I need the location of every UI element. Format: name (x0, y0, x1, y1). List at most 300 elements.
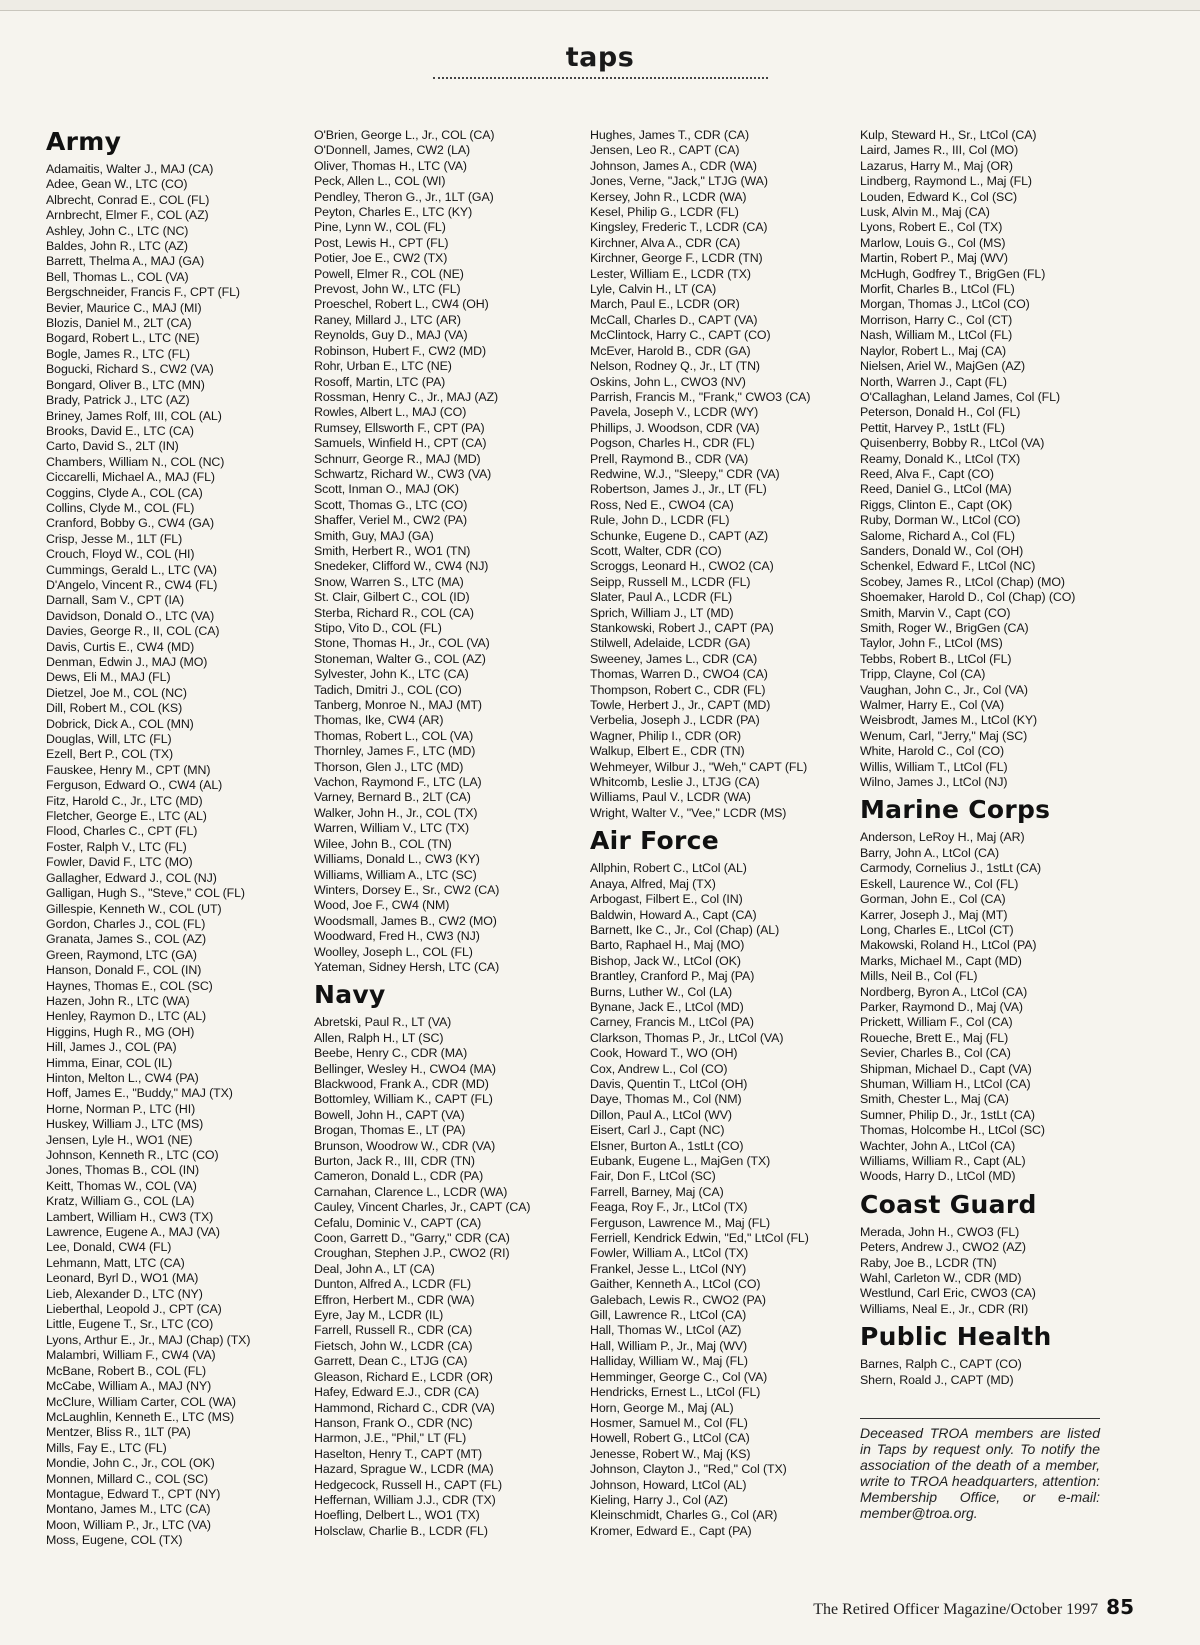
name-entry: Reed, Alva F., Capt (CO) (860, 466, 994, 481)
name-entry: McClure, William Carter, COL (WA) (46, 1394, 236, 1409)
name-entry: Karrer, Joseph J., Maj (MT) (860, 907, 1008, 922)
name-entry: Higgins, Hugh R., MG (OH) (46, 1024, 195, 1039)
name-entry: Hafey, Edward E.J., CDR (CA) (314, 1385, 479, 1400)
name-entry: Lyle, Calvin H., LT (CA) (590, 282, 717, 297)
name-entry: Kratz, William G., COL (LA) (46, 1194, 195, 1209)
name-entry: Johnson, James A., CDR (WA) (590, 158, 757, 173)
name-entry: Gill, Lawrence R., LtCol (CA) (590, 1308, 747, 1323)
name-entry: Towle, Herbert J., Jr., CAPT (MD) (590, 698, 771, 713)
name-entry: Barry, John A., LtCol (CA) (860, 845, 1000, 860)
name-entry: Cefalu, Dominic V., CAPT (CA) (314, 1215, 482, 1230)
name-entry: Thomas, Robert L., COL (VA) (314, 728, 474, 743)
name-entry: Fair, Don F., LtCol (SC) (590, 1169, 716, 1184)
name-entry: Wahl, Carleton W., CDR (MD) (860, 1271, 1022, 1286)
name-entry: Hanson, Donald F., COL (IN) (46, 963, 202, 978)
name-entry: Ferguson, Edward O., CW4 (AL) (46, 778, 223, 793)
name-entry: Schunke, Eugene D., CAPT (AZ) (590, 528, 768, 543)
name-entry: Moon, William P., Jr., LTC (VA) (46, 1517, 211, 1532)
name-entry: Hanson, Frank O., CDR (NC) (314, 1415, 473, 1430)
name-entry: Nash, William M., LtCol (FL) (860, 328, 1013, 343)
name-entry: Long, Charles E., LtCol (CT) (860, 922, 1014, 937)
name-entry: Smith, Chester L., Maj (CA) (860, 1092, 1009, 1107)
name-entry: Lieb, Alexander D., LTC (NY) (46, 1286, 203, 1301)
name-entry: Davies, George R., II, COL (CA) (46, 624, 220, 639)
name-entry: Gallagher, Edward J., COL (NJ) (46, 870, 217, 885)
name-entry: Sevier, Charles B., Col (CA) (860, 1046, 1011, 1061)
name-entry: Ezell, Bert P., COL (TX) (46, 747, 174, 762)
name-entry: Fowler, William A., LtCol (TX) (590, 1246, 749, 1261)
name-list-marine-corps (860, 830, 1150, 1184)
name-entry: Halliday, William W., Maj (FL) (590, 1354, 748, 1369)
name-entry: Albrecht, Conrad E., COL (FL) (46, 192, 210, 207)
name-entry: Heffernan, William J.J., CDR (TX) (314, 1492, 496, 1507)
name-entry: Harmon, J.E., "Phil," LT (FL) (314, 1431, 467, 1446)
name-entry: Barnes, Ralph C., CAPT (CO) (860, 1357, 1022, 1372)
name-entry: McBane, Robert B., COL (FL) (46, 1363, 207, 1378)
name-entry: Dobrick, Dick A., COL (MN) (46, 716, 194, 731)
name-entry: Jenesse, Robert W., Maj (KS) (590, 1446, 751, 1461)
name-entry: Thomas, Holcombe H., LtCol (SC) (860, 1123, 1045, 1138)
name-entry: Ashley, John C., LTC (NC) (46, 223, 189, 238)
name-entry: Bongard, Oliver B., LTC (MN) (46, 377, 205, 392)
name-entry: Eisert, Carl J., Capt (NC) (590, 1123, 725, 1138)
name-entry: Dunton, Alfred A., LCDR (FL) (314, 1277, 471, 1292)
name-entry: Tadich, Dmitri J., COL (CO) (314, 682, 462, 697)
name-entry: Bellinger, Wesley H., CWO4 (MA) (314, 1061, 496, 1076)
name-entry: Croughan, Stephen J.P., CWO2 (RI) (314, 1246, 510, 1261)
name-entry: Prickett, William F., Col (CA) (860, 1015, 1013, 1030)
name-entry: Ferriell, Kendrick Edwin, "Ed," LtCol (FL) (590, 1231, 809, 1246)
name-entry: Cook, Howard T., WO (OH) (590, 1046, 738, 1061)
name-list-army-part-1 (46, 162, 306, 1549)
name-entry: Proeschel, Robert L., CW4 (OH) (314, 297, 489, 312)
name-entry: Barrett, Thelma A., MAJ (GA) (46, 254, 205, 269)
name-list-air-force-part-1 (590, 861, 855, 1539)
name-entry: Williams, William R., Capt (AL) (860, 1154, 1026, 1168)
name-entry: Wilee, John B., COL (TN) (314, 836, 452, 851)
name-entry: Cummings, Gerald L., LTC (VA) (46, 562, 217, 577)
name-entry: Snow, Warren S., LTC (MA) (314, 574, 464, 589)
name-entry: Bowell, John H., CAPT (VA) (314, 1107, 465, 1122)
name-entry: Roueche, Brett E., Maj (FL) (860, 1030, 1009, 1045)
name-entry: Lyons, Robert E., Col (TX) (860, 220, 1003, 235)
name-entry: Robinson, Hubert F., CW2 (MD) (314, 343, 486, 358)
name-entry: Reamy, Donald K., LtCol (TX) (860, 451, 1021, 466)
name-entry: Morfit, Charles B., LtCol (FL) (860, 282, 1015, 297)
name-entry: Nielsen, Ariel W., MajGen (AZ) (860, 359, 1026, 374)
name-entry: Wenum, Carl, "Jerry," Maj (SC) (860, 728, 1028, 743)
name-entry: Marlow, Louis G., Col (MS) (860, 235, 1006, 250)
name-entry: Baldes, John R., LTC (AZ) (46, 239, 188, 254)
name-entry: McLaughlin, Kenneth E., LTC (MS) (46, 1409, 235, 1424)
page-top-rule (0, 0, 1200, 11)
name-entry: Vaughan, John C., Jr., Col (VA) (860, 682, 1028, 697)
name-entry: Mentzer, Bliss R., 1LT (PA) (46, 1425, 191, 1440)
name-entry: Lambert, William H., CW3 (TX) (46, 1209, 214, 1224)
name-entry: Tanberg, Monroe N., MAJ (MT) (314, 698, 482, 713)
name-list-army-part-2 (314, 128, 574, 975)
name-entry: Rossman, Henry C., Jr., MAJ (AZ) (314, 389, 499, 404)
name-entry: Shipman, Michael D., Capt (VA) (860, 1061, 1032, 1076)
name-entry: Shoemaker, Harold D., Col (Chap) (CO) (860, 590, 1076, 605)
name-entry: Burton, Jack R., III, CDR (TN) (314, 1154, 475, 1168)
name-entry: Tripp, Clayne, Col (CA) (860, 667, 986, 682)
name-entry: Brooks, David E., LTC (CA) (46, 423, 194, 438)
name-entry: Parrish, Francis M., "Frank," CWO3 (CA) (590, 389, 811, 404)
name-entry: Pavela, Joseph V., LCDR (WY) (590, 405, 759, 420)
name-entry: Smith, Herbert R., WO1 (TN) (314, 543, 471, 558)
name-entry: Carney, Francis M., LtCol (PA) (590, 1015, 754, 1030)
name-entry: Powell, Elmer R., COL (NE) (314, 266, 464, 281)
name-entry: Hinton, Melton L., CW4 (PA) (46, 1070, 199, 1085)
name-entry: McCall, Charles D., CAPT (VA) (590, 312, 758, 327)
name-entry: Fowler, David F., LTC (MO) (46, 855, 193, 870)
name-entry: Dews, Eli M., MAJ (FL) (46, 670, 171, 685)
name-entry: Shaffer, Veriel M., CW2 (PA) (314, 513, 468, 528)
column-4 (860, 128, 1150, 1521)
name-entry: Phillips, J. Woodson, CDR (VA) (590, 420, 760, 435)
name-entry: Post, Lewis H., CPT (FL) (314, 235, 449, 250)
name-entry: Nordberg, Byron A., LtCol (CA) (860, 984, 1028, 999)
name-entry: Sprich, William J., LT (MD) (590, 605, 734, 620)
name-entry: Holsclaw, Charlie B., LCDR (FL) (314, 1523, 488, 1538)
name-entry: Walmer, Harry E., Col (VA) (860, 698, 1005, 713)
name-entry: Stone, Thomas H., Jr., COL (VA) (314, 636, 490, 651)
name-entry: Rumsey, Ellsworth F., CPT (PA) (314, 420, 485, 435)
name-entry: Hemminger, George C., Col (VA) (590, 1369, 768, 1384)
name-entry: Verbelia, Joseph J., LCDR (PA) (590, 713, 760, 728)
name-entry: Bergschneider, Francis F., CPT (FL) (46, 285, 240, 300)
name-entry: Little, Eugene T., Sr., LTC (CO) (46, 1317, 214, 1332)
name-entry: Abretski, Paul R., LT (VA) (314, 1015, 452, 1030)
name-entry: Stoneman, Walter G., COL (AZ) (314, 651, 486, 666)
name-entry: Cox, Andrew L., Col (CO) (590, 1061, 728, 1076)
name-entry: Hosmer, Samuel M., Col (FL) (590, 1415, 748, 1430)
name-entry: Yateman, Sidney Hersh, LTC (CA) (314, 959, 500, 974)
name-entry: McCabe, William A., MAJ (NY) (46, 1379, 212, 1394)
name-entry: Kulp, Steward H., Sr., LtCol (CA) (860, 128, 1037, 142)
name-entry: Farrell, Russell R., CDR (CA) (314, 1323, 473, 1338)
name-entry: Barto, Raphael H., Maj (MO) (590, 938, 745, 953)
name-entry: Ciccarelli, Michael A., MAJ (FL) (46, 470, 215, 485)
name-entry: Fauskee, Henry M., CPT (MN) (46, 762, 211, 777)
name-entry: Samuels, Winfield H., CPT (CA) (314, 436, 487, 451)
name-entry: Coon, Garrett D., "Garry," CDR (CA) (314, 1231, 510, 1246)
name-entry: Dillon, Paul A., LtCol (WV) (590, 1107, 732, 1122)
name-entry: Allen, Ralph H., LT (SC) (314, 1030, 444, 1045)
membership-note: Deceased TROA members are listed in Taps by request only. To notify the association of the death of a member, write to TROA headquarters, attention: Membership Office, or e-mail: member@troa.org. (860, 1418, 1100, 1521)
name-entry: Ross, Ned E., CWO4 (CA) (590, 497, 734, 512)
name-entry: Rule, John D., LCDR (FL) (590, 513, 730, 528)
name-entry: Chambers, William N., COL (NC) (46, 454, 225, 469)
name-entry: Himma, Einar, COL (IL) (46, 1055, 173, 1070)
name-entry: March, Paul E., LCDR (OR) (590, 297, 740, 312)
name-entry: Smith, Guy, MAJ (GA) (314, 528, 434, 543)
name-entry: Hill, James J., COL (PA) (46, 1040, 177, 1055)
name-entry: Crouch, Floyd W., COL (HI) (46, 547, 195, 562)
name-entry: St. Clair, Gilbert C., COL (ID) (314, 590, 470, 605)
name-list-coast-guard (860, 1225, 1150, 1317)
name-entry: Pogson, Charles H., CDR (FL) (590, 436, 755, 451)
name-entry: Rowles, Albert L., MAJ (CO) (314, 405, 467, 420)
name-entry: Martin, Robert P., Maj (WV) (860, 251, 1008, 266)
name-entry: Shuman, William H., LtCol (CA) (860, 1076, 1031, 1091)
name-entry: Pendley, Theron G., Jr., 1LT (GA) (314, 189, 494, 204)
name-entry: Woods, Harry D., LtCol (MD) (860, 1169, 1016, 1184)
name-entry: Robertson, James J., Jr., LT (FL) (590, 482, 767, 497)
name-entry: Green, Raymond, LTC (GA) (46, 947, 197, 962)
name-entry: Hall, William P., Jr., Maj (WV) (590, 1338, 748, 1353)
name-entry: Schnurr, George R., MAJ (MD) (314, 451, 481, 466)
name-entry: Woodward, Fred H., CW3 (NJ) (314, 929, 480, 944)
name-entry: Hendricks, Ernest L., LtCol (FL) (590, 1385, 761, 1400)
name-list-public-health (860, 1357, 1150, 1388)
name-entry: Granata, James S., COL (AZ) (46, 932, 207, 947)
name-entry: Clarkson, Thomas P., Jr., LtCol (VA) (590, 1030, 784, 1045)
name-entry: Scroggs, Leonard H., CWO2 (CA) (590, 559, 774, 574)
name-entry: Douglas, Will, LTC (FL) (46, 732, 172, 747)
name-entry: Walker, John H., Jr., COL (TX) (314, 805, 478, 820)
name-entry: Slater, Paul A., LCDR (FL) (590, 590, 733, 605)
name-entry: Raney, Millard J., LTC (AR) (314, 312, 461, 327)
name-entry: Hoff, James E., "Buddy," MAJ (TX) (46, 1086, 233, 1101)
name-entry: Williams, Neal E., Jr., CDR (RI) (860, 1301, 1029, 1316)
name-entry: Haselton, Henry T., CAPT (MT) (314, 1446, 483, 1461)
name-entry: Eyre, Jay M., LCDR (IL) (314, 1308, 444, 1323)
name-list-navy-part-2 (590, 128, 855, 821)
section-heading-coast-guard: Coast Guard (860, 1189, 1037, 1219)
name-entry: Bell, Thomas L., COL (VA) (46, 269, 189, 284)
name-entry: Daye, Thomas M., Col (NM) (590, 1092, 742, 1107)
name-entry: Adamaitis, Walter J., MAJ (CA) (46, 162, 214, 176)
name-entry: Garrett, Dean C., LTJG (CA) (314, 1354, 468, 1369)
name-list-air-force-part-2 (860, 128, 1150, 790)
masthead (0, 44, 1200, 79)
name-entry: Raby, Joe B., LCDR (TN) (860, 1255, 997, 1270)
name-entry: Naylor, Robert L., Maj (CA) (860, 343, 1007, 358)
name-entry: Prell, Raymond B., CDR (VA) (590, 451, 749, 466)
name-entry: Wilno, James J., LtCol (NJ) (860, 775, 1008, 790)
name-entry: Mills, Fay E., LTC (FL) (46, 1440, 167, 1455)
name-entry: Potier, Joe E., CW2 (TX) (314, 251, 448, 266)
name-entry: Pettit, Harvey P., 1stLt (FL) (860, 420, 1005, 435)
name-entry: Marks, Michael M., Capt (MD) (860, 953, 1022, 968)
name-entry: Cameron, Donald L., CDR (PA) (314, 1169, 484, 1184)
name-entry: Ruby, Dorman W., LtCol (CO) (860, 513, 1021, 528)
name-entry: McHugh, Godfrey T., BrigGen (FL) (860, 266, 1046, 281)
name-entry: Lester, William E., LCDR (TX) (590, 266, 751, 281)
name-entry: Horn, George M., Maj (AL) (590, 1400, 734, 1415)
name-entry: Woolley, Joseph L., COL (FL) (314, 944, 473, 959)
name-entry: Scott, Inman O., MAJ (OK) (314, 482, 459, 497)
name-entry: Bogle, James R., LTC (FL) (46, 346, 190, 361)
name-entry: Lehmann, Matt, LTC (CA) (46, 1255, 185, 1270)
name-entry: Quisenberry, Bobby R., LtCol (VA) (860, 436, 1045, 451)
name-entry: Sanders, Donald W., Col (OH) (860, 543, 1024, 558)
name-entry: Gaither, Kenneth A., LtCol (CO) (590, 1277, 761, 1292)
magazine-issue: The Retired Officer Magazine/October 1997 (813, 1601, 1099, 1618)
name-entry: Nelson, Rodney Q., Jr., LT (TN) (590, 359, 760, 374)
name-entry: Makowski, Roland H., LtCol (PA) (860, 938, 1037, 953)
name-entry: Blackwood, Frank A., CDR (MD) (314, 1076, 489, 1091)
section-heading-army: Army (46, 127, 122, 156)
name-entry: Henley, Raymon D., LTC (AL) (46, 1009, 207, 1024)
name-entry: Oskins, John L., CWO3 (NV) (590, 374, 746, 389)
name-entry: Schenkel, Edward F., LtCol (NC) (860, 559, 1036, 574)
name-entry: Hammond, Richard C., CDR (VA) (314, 1400, 495, 1415)
name-entry: Effron, Herbert M., CDR (WA) (314, 1292, 475, 1307)
name-entry: Brantley, Cranford P., Maj (PA) (590, 969, 755, 984)
name-entry: McClintock, Harry C., CAPT (CO) (590, 328, 771, 343)
name-entry: Rohr, Urban E., LTC (NE) (314, 359, 452, 374)
name-entry: Warren, William V., LTC (TX) (314, 821, 470, 836)
name-entry: Kirchner, Alva A., CDR (CA) (590, 235, 741, 250)
name-entry: Deal, John A., LT (CA) (314, 1261, 435, 1276)
name-entry: Carto, David S., 2LT (IN) (46, 439, 179, 454)
name-entry: Hazen, John R., LTC (WA) (46, 993, 190, 1008)
name-entry: Scobey, James R., LtCol (Chap) (MO) (860, 574, 1065, 589)
name-entry: Kieling, Harry J., Col (AZ) (590, 1492, 728, 1507)
name-entry: Vachon, Raymond F., LTC (LA) (314, 775, 482, 790)
name-entry: Rosoff, Martin, LTC (PA) (314, 374, 446, 389)
name-entry: Arnbrecht, Elmer F., COL (AZ) (46, 208, 209, 223)
name-entry: Horne, Norman P., LTC (HI) (46, 1101, 196, 1116)
name-entry: Mondie, John C., Jr., COL (OK) (46, 1456, 215, 1471)
name-entry: Wehmeyer, Wilbur J., "Weh," CAPT (FL) (590, 759, 808, 774)
name-entry: Oliver, Thomas H., LTC (VA) (314, 158, 467, 173)
name-entry: Blozis, Daniel M., 2LT (CA) (46, 316, 192, 331)
name-entry: Jensen, Lyle H., WO1 (NE) (46, 1132, 193, 1147)
name-entry: Smith, Marvin V., Capt (CO) (860, 605, 1011, 620)
name-entry: Williams, Paul V., LCDR (WA) (590, 790, 751, 805)
name-entry: Peyton, Charles E., LTC (KY) (314, 205, 473, 220)
name-entry: Ferguson, Lawrence M., Maj (FL) (590, 1215, 771, 1230)
name-entry: Brady, Patrick J., LTC (AZ) (46, 393, 190, 408)
name-entry: Huskey, William J., LTC (MS) (46, 1117, 204, 1132)
name-entry: Eskell, Laurence W., Col (FL) (860, 876, 1019, 891)
name-entry: Davis, Quentin T., LtCol (OH) (590, 1076, 748, 1091)
name-entry: Allphin, Robert C., LtCol (AL) (590, 861, 747, 876)
name-entry: Sterba, Richard R., COL (CA) (314, 605, 474, 620)
name-entry: Woodsmall, James B., CW2 (MO) (314, 913, 497, 928)
name-entry: Hall, Thomas W., LtCol (AZ) (590, 1323, 742, 1338)
name-entry: Peterson, Donald H., Col (FL) (860, 405, 1021, 420)
page-number: 85 (1106, 1595, 1134, 1619)
name-entry: Whitcomb, Leslie J., LTJG (CA) (590, 775, 760, 790)
name-entry: Sweeney, James L., CDR (CA) (590, 651, 758, 666)
name-entry: Brogan, Thomas E., LT (PA) (314, 1123, 466, 1138)
name-entry: Crisp, Jesse M., 1LT (FL) (46, 531, 183, 546)
name-entry: Varney, Bernard B., 2LT (CA) (314, 790, 471, 805)
name-entry: Burns, Luther W., Col (LA) (590, 984, 733, 999)
masthead-dotted-rule (433, 77, 768, 79)
name-entry: O'Donnell, James, CW2 (LA) (314, 143, 471, 158)
name-entry: Winters, Dorsey E., Sr., CW2 (CA) (314, 882, 500, 897)
name-entry: Lindberg, Raymond L., Maj (FL) (860, 174, 1032, 189)
name-entry: Adee, Gean W., LTC (CO) (46, 177, 188, 192)
name-entry: Fitz, Harold C., Jr., LTC (MD) (46, 793, 203, 808)
name-entry: Bogard, Robert L., LTC (NE) (46, 331, 200, 346)
name-entry: Baldwin, Howard A., Capt (CA) (590, 907, 757, 922)
name-entry: Briney, James Rolf, III, COL (AL) (46, 408, 222, 423)
name-entry: Elsner, Burton A., 1stLt (CO) (590, 1138, 744, 1153)
name-list-navy-part-1 (314, 1015, 574, 1539)
name-entry: Smith, Roger W., BrigGen (CA) (860, 621, 1029, 635)
name-entry: Johnson, Kenneth R., LTC (CO) (46, 1148, 219, 1162)
name-entry: Foster, Ralph V., LTC (FL) (46, 839, 187, 854)
name-entry: Kersey, John R., LCDR (WA) (590, 189, 747, 204)
name-entry: Malambri, William F., CW4 (VA) (46, 1348, 216, 1363)
name-entry: Lee, Donald, CW4 (FL) (46, 1240, 172, 1255)
column-3 (590, 128, 855, 1539)
name-entry: Montano, James M., LTC (CA) (46, 1502, 211, 1517)
name-entry: Carmody, Cornelius J., 1stLt (CA) (860, 861, 1042, 876)
name-entry: Lusk, Alvin M., Maj (CA) (860, 205, 990, 220)
name-entry: Gleason, Richard E., LCDR (OR) (314, 1369, 493, 1384)
name-entry: Hoefling, Delbert L., WO1 (TX) (314, 1508, 480, 1523)
name-entry: Anderson, LeRoy H., Maj (AR) (860, 830, 1025, 845)
name-entry: Bynane, Jack E., LtCol (MD) (590, 999, 744, 1014)
name-entry: Haynes, Thomas E., COL (SC) (46, 978, 213, 993)
name-entry: Barnett, Ike C., Jr., Col (Chap) (AL) (590, 922, 780, 937)
name-entry: Jensen, Leo R., CAPT (CA) (590, 143, 740, 158)
column-2 (314, 128, 574, 1539)
name-entry: Feaga, Roy F., Jr., LtCol (TX) (590, 1200, 748, 1215)
name-entry: Coggins, Clyde A., COL (CA) (46, 485, 203, 500)
name-entry: Thompson, Robert C., CDR (FL) (590, 682, 766, 697)
name-entry: Peck, Allen L., COL (WI) (314, 174, 446, 189)
section-heading-public-health: Public Health (860, 1322, 1052, 1352)
page-title: taps (565, 42, 635, 73)
name-entry: Merada, John H., CWO3 (FL) (860, 1224, 1020, 1239)
name-entry: Keitt, Thomas W., COL (VA) (46, 1178, 197, 1193)
name-entry: Thorson, Glen J., LTC (MD) (314, 759, 464, 774)
name-entry: Scott, Thomas G., LTC (CO) (314, 497, 468, 512)
name-entry: Scott, Walter, CDR (CO) (590, 543, 722, 558)
name-entry: Flood, Charles C., CPT (FL) (46, 824, 198, 839)
name-entry: Brunson, Woodrow W., CDR (VA) (314, 1138, 496, 1153)
name-entry: Mills, Neil B., Col (FL) (860, 969, 978, 984)
name-entry: Jones, Verne, "Jack," LTJG (WA) (590, 174, 768, 189)
name-entry: Snedeker, Clifford W., CW4 (NJ) (314, 559, 489, 574)
name-entry: Hughes, James T., CDR (CA) (590, 128, 749, 142)
name-entry: Laird, James R., III, Col (MO) (860, 143, 1019, 158)
name-entry: Lawrence, Eugene A., MAJ (VA) (46, 1225, 220, 1240)
name-entry: Louden, Edward K., Col (SC) (860, 189, 1018, 204)
name-entry: Galebach, Lewis R., CWO2 (PA) (590, 1292, 766, 1307)
name-entry: Lazarus, Harry M., Maj (OR) (860, 158, 1013, 173)
name-entry: Dill, Robert M., COL (KS) (46, 701, 183, 716)
name-entry: Davidson, Donald O., LTC (VA) (46, 608, 215, 623)
name-entry: Hedgecock, Russell H., CAPT (FL) (314, 1477, 502, 1492)
column-1 (46, 128, 306, 1549)
name-entry: Montague, Edward T., CPT (NY) (46, 1486, 221, 1501)
name-entry: Kromer, Edward E., Capt (PA) (590, 1523, 752, 1538)
name-entry: Monnen, Millard C., COL (SC) (46, 1471, 208, 1486)
name-entry: Bottomley, William K., CAPT (FL) (314, 1092, 493, 1107)
name-entry: Wachter, John A., LtCol (CA) (860, 1138, 1016, 1153)
name-entry: Shern, Roald J., CAPT (MD) (860, 1372, 1014, 1387)
name-entry: McEver, Harold B., CDR (GA) (590, 343, 751, 358)
name-entry: Sylvester, John K., LTC (CA) (314, 667, 469, 682)
name-entry: Cranford, Bobby G., CW4 (GA) (46, 516, 214, 531)
section-heading-navy: Navy (314, 980, 386, 1010)
name-entry: Stilwell, Adelaide, LCDR (GA) (590, 636, 751, 651)
page-footer (813, 1595, 1134, 1619)
name-entry: Johnson, Clayton J., "Red," Col (TX) (590, 1462, 787, 1477)
name-entry: Wood, Joe F., CW4 (NM) (314, 898, 450, 913)
name-entry: Bevier, Maurice C., MAJ (MI) (46, 300, 202, 315)
